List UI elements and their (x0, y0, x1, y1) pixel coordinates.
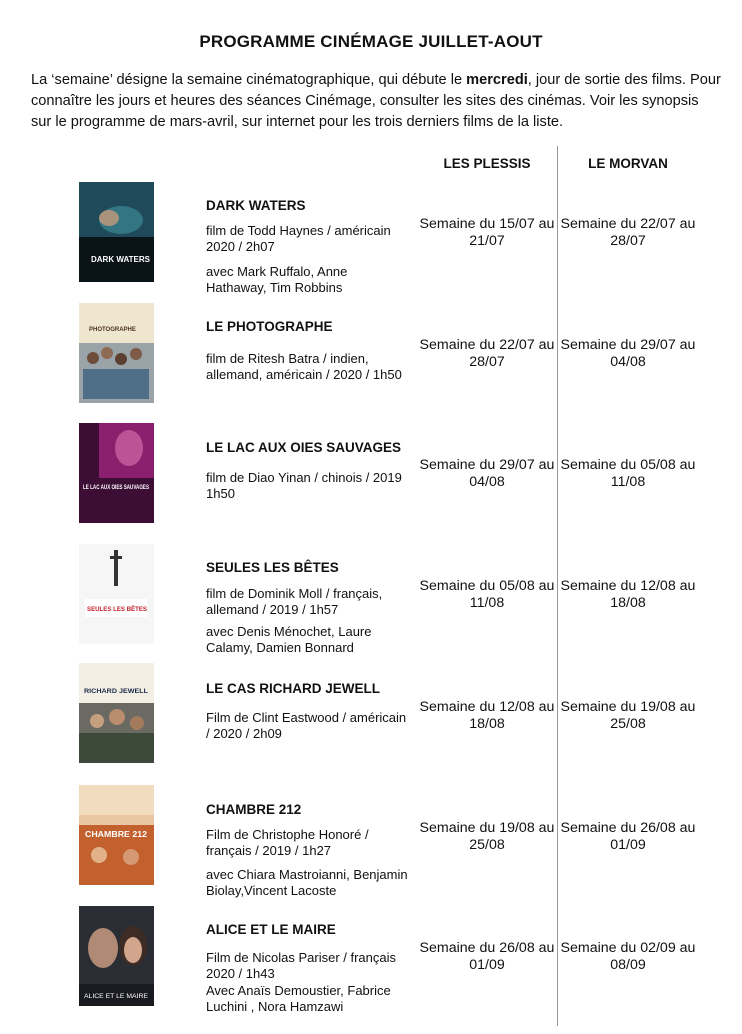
poster-chambre-212 (79, 785, 154, 885)
schedule-morvan: Semaine du 05/08 au 11/08 (560, 457, 696, 490)
poster-title-text: LE LAC AUX OIES SAUVAGES (83, 485, 149, 491)
poster-title-text: DARK WATERS (91, 255, 150, 264)
poster-seules-les-betes (79, 544, 154, 644)
schedule-plessis: Semaine du 26/08 au 01/09 (419, 940, 555, 973)
film-poster-image (79, 544, 154, 644)
poster-title-text: PHOTOGRAPHE (89, 327, 136, 333)
film-cast: avec Chiara Mastroianni, Benjamin Biolay,Vincent Lacoste (206, 867, 408, 898)
schedule-plessis: Semaine du 12/08 au 18/08 (419, 699, 555, 732)
film-poster-image (79, 423, 154, 523)
film-details: film de Todd Haynes / américain 2020 / 2h07 (206, 223, 391, 254)
film-title: DARK WATERS (206, 198, 306, 213)
page-title: PROGRAMME CINÉMAGE JUILLET-AOUT (199, 32, 543, 51)
film-poster-image (79, 785, 154, 885)
schedule-morvan: Semaine du 19/08 au 25/08 (560, 699, 696, 732)
schedule-plessis: Semaine du 05/08 au 11/08 (419, 578, 555, 611)
film-cast: Avec Anaïs Demoustier, Fabrice Luchini , Nora Hamzawi (206, 983, 391, 1014)
column-header-plessis: LES PLESSIS (443, 156, 531, 171)
film-title: LE CAS RICHARD JEWELL (206, 681, 381, 696)
schedule-morvan: Semaine du 26/08 au 01/09 (560, 820, 696, 853)
schedule-morvan: Semaine du 22/07 au 28/07 (560, 216, 696, 249)
film-details: film de Ritesh Batra / indien, allemand, américain / 2020 / 1h50 (206, 351, 402, 382)
film-title: LE PHOTOGRAPHE (206, 319, 333, 334)
film-details: film de Diao Yinan / chinois / 2019 1h50 (206, 470, 402, 501)
schedule-plessis: Semaine du 19/08 au 25/08 (419, 820, 555, 853)
poster-alice-et-le-maire (79, 906, 154, 1006)
film-poster-image (79, 182, 154, 282)
poster-dark-waters (79, 182, 154, 282)
schedule-plessis: Semaine du 22/07 au 28/07 (419, 337, 555, 370)
intro-text-2: , jour de sortie des films. Pour connaître les jours et heures des séances Cinémage, consulter les sites des cinémas. Voir les synopsis sur le programme de mars-avril, sur internet pour les trois derniers films de la liste. (31, 72, 721, 130)
film-poster-image (79, 303, 154, 403)
schedule-plessis: Semaine du 29/07 au 04/08 (419, 457, 555, 490)
film-title: SEULES LES BÊTES (206, 560, 339, 575)
poster-title-text: ALICE ET LE MAIRE (84, 994, 148, 1000)
poster-title-text: CHAMBRE 212 (85, 830, 148, 839)
poster-le-lac-aux-oies-sauvages (79, 423, 154, 523)
intro-paragraph (31, 70, 721, 133)
poster-le-photographe (79, 303, 154, 403)
schedule-morvan: Semaine du 12/08 au 18/08 (560, 578, 696, 611)
film-details: film de Dominik Moll / français, allemand / 2019 / 1h57 (206, 586, 383, 617)
film-details: Film de Christophe Honoré / français / 2019 / 1h27 (206, 827, 369, 858)
intro-bold: mercredi (466, 72, 528, 88)
intro-text-1: La ‘semaine’ désigne la semaine cinématographique, qui débute le (31, 72, 467, 88)
film-cast: avec Mark Ruffalo, Anne Hathaway, Tim Robbins (206, 264, 348, 295)
film-details: Film de Nicolas Pariser / français 2020 / 1h43 (206, 950, 396, 981)
poster-le-cas-richard-jewell (79, 663, 154, 763)
film-title: LE LAC AUX OIES SAUVAGES (206, 440, 402, 455)
poster-title-text: RICHARD JEWELL (84, 689, 149, 695)
schedule-morvan: Semaine du 02/09 au 08/09 (560, 940, 696, 973)
film-details: Film de Clint Eastwood / américain / 2020 / 2h09 (206, 710, 407, 741)
poster-title-text: SEULES LES BÊTES (87, 606, 151, 613)
film-poster-image (79, 663, 154, 763)
film-title: ALICE ET LE MAIRE (206, 922, 336, 937)
schedule-morvan: Semaine du 29/07 au 04/08 (560, 337, 696, 370)
film-cast: avec Denis Ménochet, Laure Calamy, Damien Bonnard (206, 624, 372, 655)
column-header-morvan: LE MORVAN (588, 156, 668, 171)
film-poster-image (79, 906, 154, 1006)
schedule-plessis: Semaine du 15/07 au 21/07 (419, 216, 555, 249)
film-title: CHAMBRE 212 (206, 802, 302, 817)
